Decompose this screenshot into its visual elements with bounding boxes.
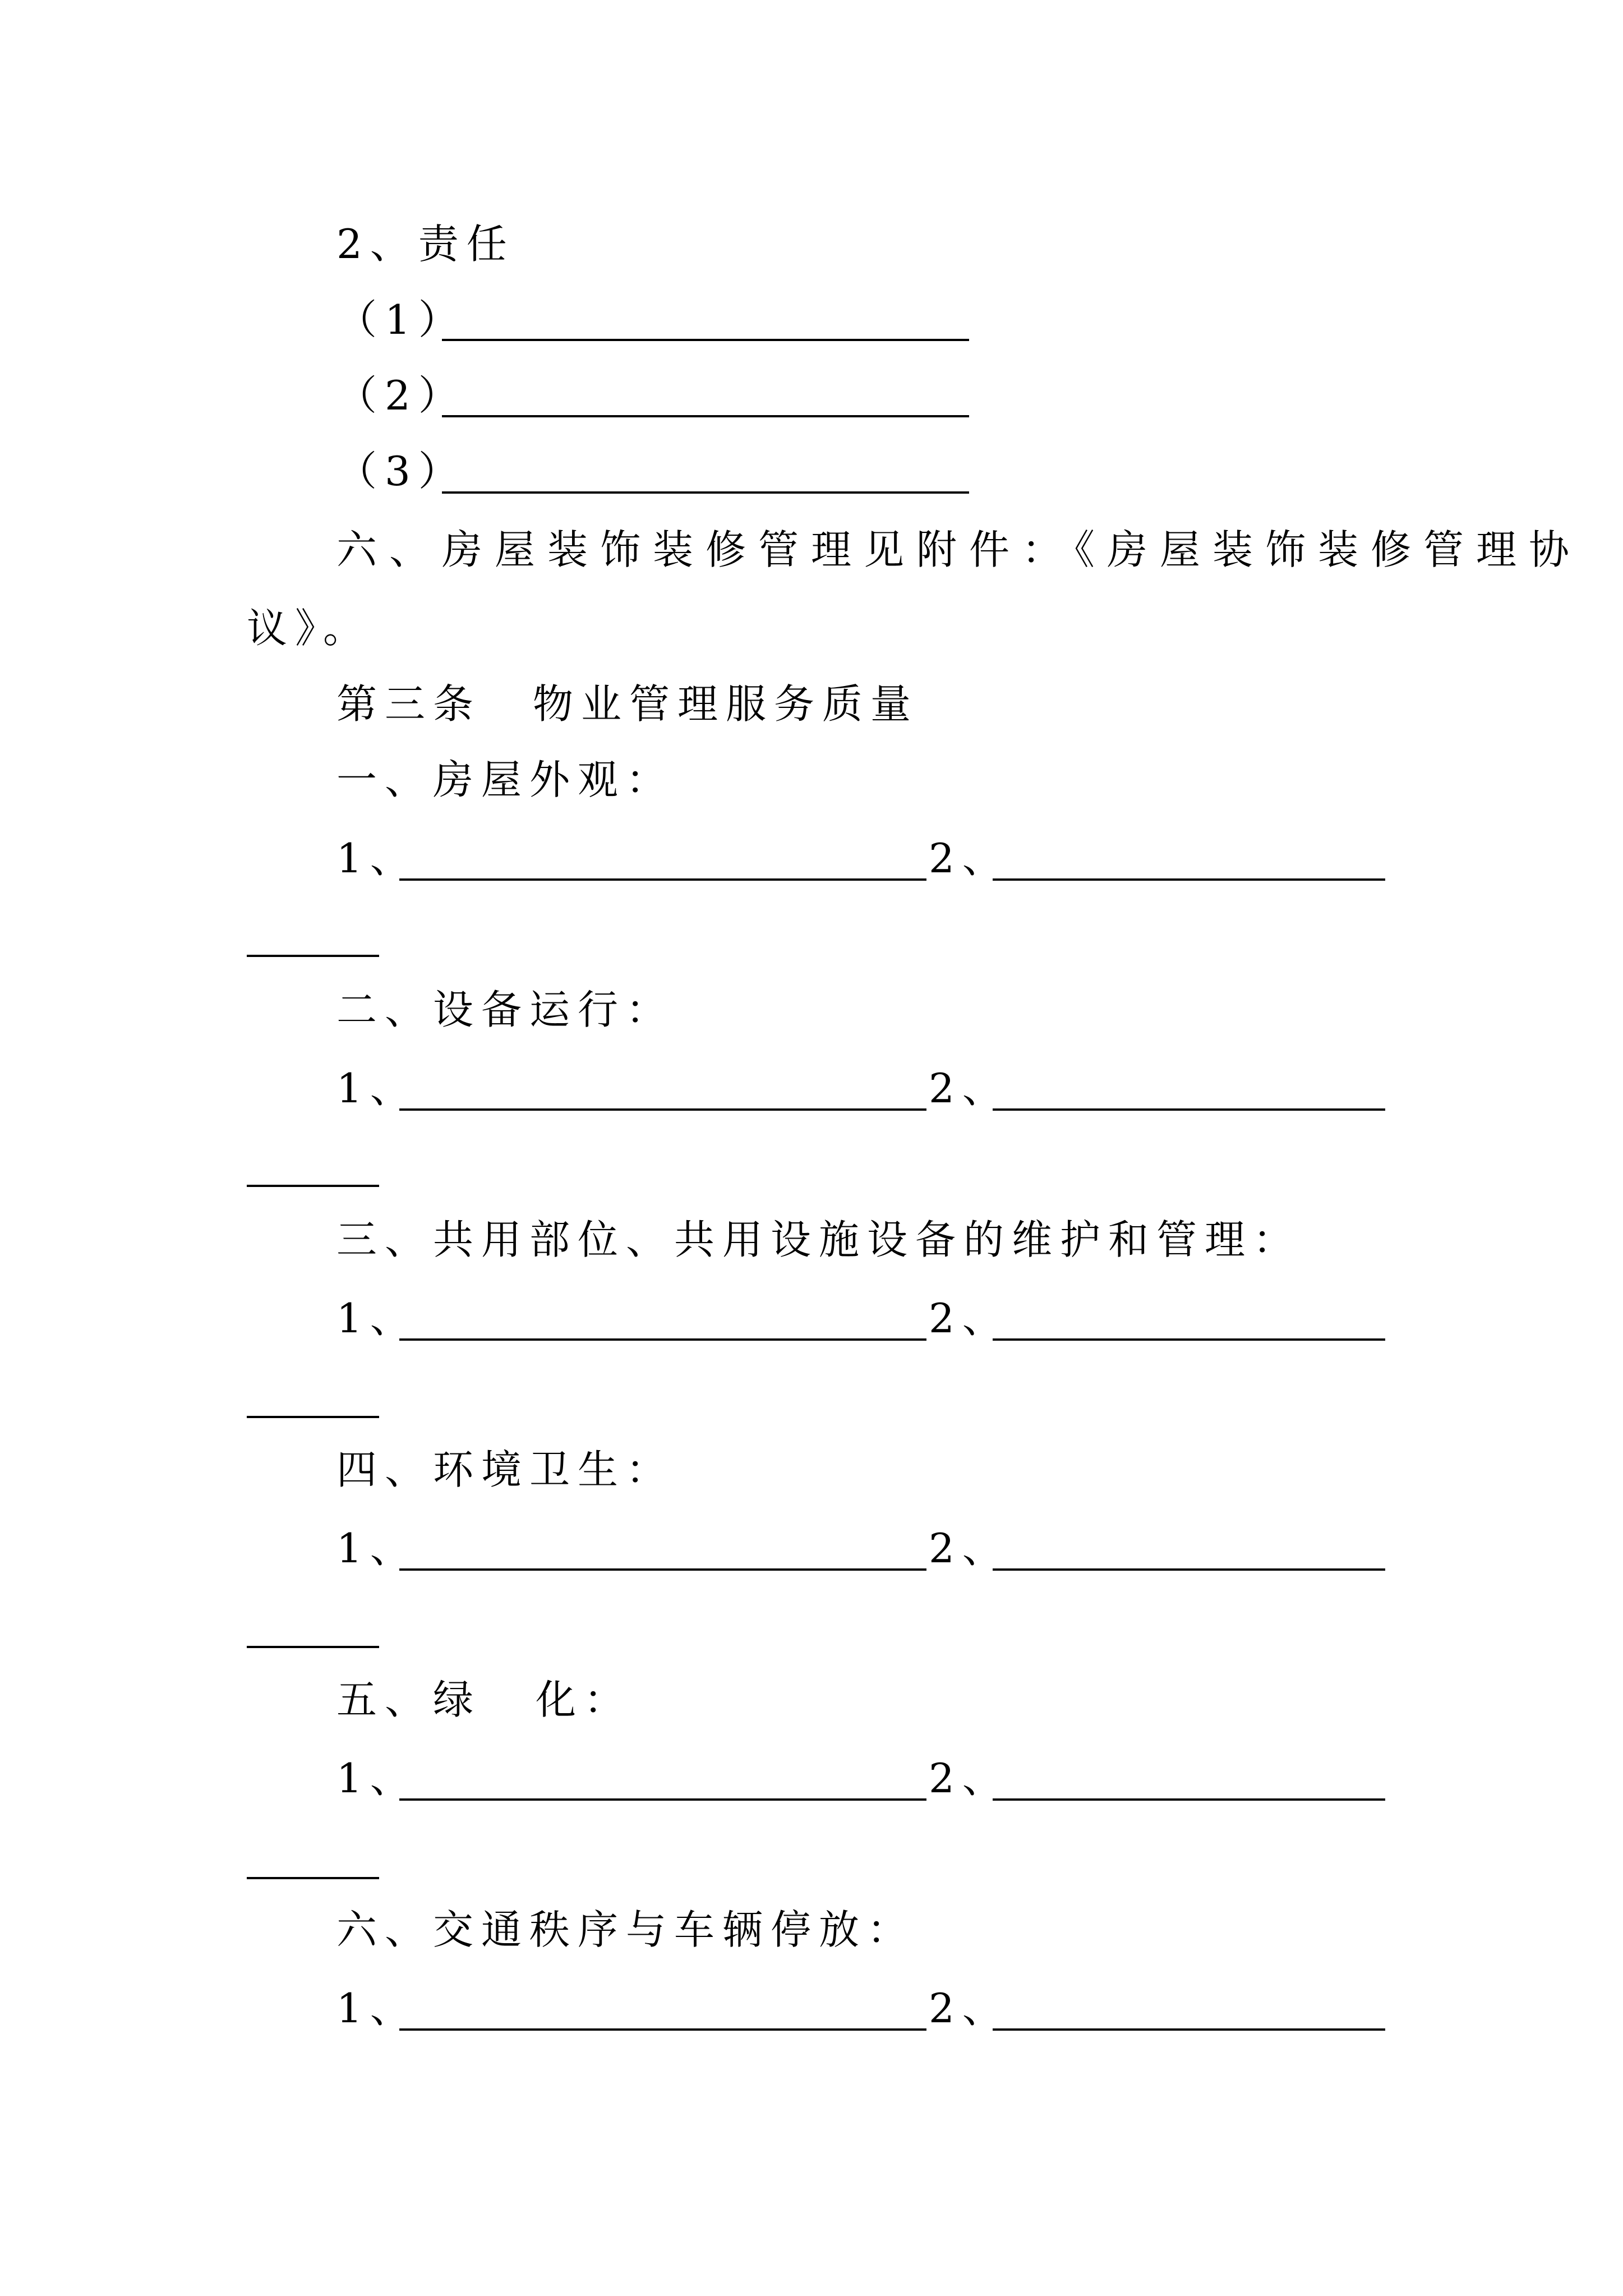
section-heading-part-1: 五、绿 — [336, 1676, 482, 1723]
item-1-label: 1、 — [336, 1525, 418, 1572]
item-2-blank[interactable] — [993, 1108, 1385, 1111]
item-2-blank-continuation[interactable] — [247, 1416, 379, 1418]
article-title: 物业管理服务质量 — [533, 680, 919, 728]
item-2-blank-continuation[interactable] — [247, 1185, 379, 1187]
item-2-label: 2、 — [929, 1755, 1011, 1802]
section-heading: 六、交通秩序与车辆停放： — [336, 1906, 916, 1953]
item-2-blank[interactable] — [993, 1568, 1385, 1571]
article-number: 第三条 — [336, 680, 482, 728]
item-2-blank[interactable] — [993, 1338, 1385, 1341]
item-1-blank[interactable] — [399, 1798, 926, 1801]
decoration-clause-line-2: 议》。 — [247, 605, 372, 652]
responsibility-item-2-blank[interactable] — [442, 415, 969, 417]
item-2-blank-continuation[interactable] — [247, 955, 379, 957]
item-1-label: 1、 — [336, 1065, 418, 1112]
item-2-blank-continuation[interactable] — [247, 1646, 379, 1648]
responsibility-heading: 2、责任 — [336, 220, 515, 268]
item-1-label: 1、 — [336, 1985, 418, 2032]
section-heading: 三、共用部位、共用设施设备的维护和管理： — [336, 1216, 1302, 1263]
decoration-clause-line-1: 六、房屋装饰装修管理见附件：《房屋装饰装修管理协 — [336, 526, 1582, 573]
item-1-blank[interactable] — [399, 1338, 926, 1341]
responsibility-item-3-label: （3） — [336, 448, 467, 495]
section-heading: 四、环境卫生： — [336, 1446, 675, 1493]
responsibility-item-3-blank[interactable] — [442, 491, 969, 494]
item-2-label: 2、 — [929, 1525, 1011, 1572]
item-1-blank[interactable] — [399, 1108, 926, 1111]
responsibility-item-1-label: （1） — [336, 296, 467, 343]
item-2-blank[interactable] — [993, 2028, 1385, 2031]
section-heading: 一、房屋外观： — [336, 756, 675, 803]
item-1-blank[interactable] — [399, 878, 926, 881]
item-2-label: 2、 — [929, 1295, 1011, 1342]
section-heading: 二、设备运行： — [336, 986, 675, 1033]
item-2-label: 2、 — [929, 1985, 1011, 2032]
item-1-blank[interactable] — [399, 2028, 926, 2031]
item-2-label: 2、 — [929, 835, 1011, 882]
responsibility-item-2-label: （2） — [336, 372, 467, 419]
item-1-blank[interactable] — [399, 1568, 926, 1571]
section-heading-part-2: 化： — [536, 1676, 633, 1723]
responsibility-item-1-blank[interactable] — [442, 339, 969, 341]
item-2-blank-continuation[interactable] — [247, 1877, 379, 1879]
item-2-label: 2、 — [929, 1065, 1011, 1112]
item-1-label: 1、 — [336, 1755, 418, 1802]
item-2-blank[interactable] — [993, 878, 1385, 881]
item-1-label: 1、 — [336, 835, 418, 882]
item-2-blank[interactable] — [993, 1798, 1385, 1801]
item-1-label: 1、 — [336, 1295, 418, 1342]
